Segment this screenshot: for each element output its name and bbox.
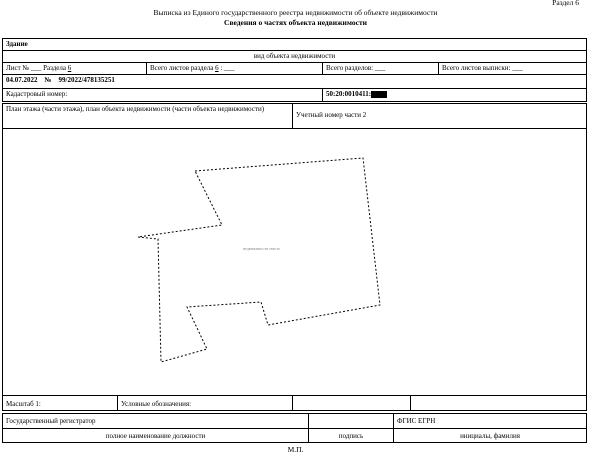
registrar-position: Государственный регистратор xyxy=(2,413,309,429)
signature-caption: подпись xyxy=(308,428,394,443)
sheets-in-section-value: 6 xyxy=(215,64,219,72)
cadastral-number-value: 50:20:0010411: xyxy=(326,90,372,98)
legend-label: Условные обозначения: xyxy=(117,395,293,411)
legend-extra-cell xyxy=(410,395,587,411)
plan-area xyxy=(2,128,587,396)
sheets-total-label: Всего листов выписки: xyxy=(442,64,511,72)
section-number-label: Раздела xyxy=(43,64,67,72)
part-number-label: Учетный номер части 2 xyxy=(292,103,587,129)
section-label: Раздел 6 xyxy=(552,0,579,7)
object-type: Здание xyxy=(2,38,587,51)
plan-label: План этажа (части этажа), план объекта недвижимости (части объекта недвижимости) xyxy=(2,103,293,129)
redacted-block xyxy=(371,91,387,98)
section-number-value: 6 xyxy=(67,64,72,72)
sections-total-label: Всего разделов: xyxy=(326,64,374,72)
sheet-number-label: Лист № xyxy=(6,64,30,72)
floor-plan-drawing xyxy=(3,129,586,395)
registrar-name: ФГИС ЕГРН xyxy=(393,413,587,429)
registrar-signature xyxy=(308,413,394,429)
object-kind-caption: вид объекта недвижимости xyxy=(2,50,587,63)
sheets-total-cell: Всего листов выписки: ___ xyxy=(438,62,587,75)
sheets-in-section-cell: Всего листов раздела 6 : ___ xyxy=(146,62,323,75)
plan-watermark: недвижимости тексто xyxy=(243,246,280,251)
cadastral-number-cell xyxy=(322,88,587,102)
name-caption: инициалы, фамилия xyxy=(393,428,587,443)
legend-value-cell xyxy=(292,395,411,411)
sheets-in-section-label: Всего листов раздела xyxy=(150,64,214,72)
document-title: Выписка из Единого государственного реестра недвижимости об объекте недвижимости xyxy=(153,8,438,17)
date-and-number: 04.07.2022 № 99/2022/478135251 xyxy=(2,74,587,89)
document-subtitle: Сведения о частях объекта недвижимости xyxy=(224,18,367,27)
scale-label: Масштаб 1: xyxy=(2,395,118,411)
stamp-label: М.П. xyxy=(287,445,304,454)
cadastral-label: Кадастровый номер: xyxy=(2,88,323,102)
sections-total-cell: Всего разделов: ___ xyxy=(322,62,439,75)
sheet-number-cell: Лист № ___ Раздела 6 xyxy=(2,62,147,75)
position-caption: полное наименование должности xyxy=(2,428,309,443)
